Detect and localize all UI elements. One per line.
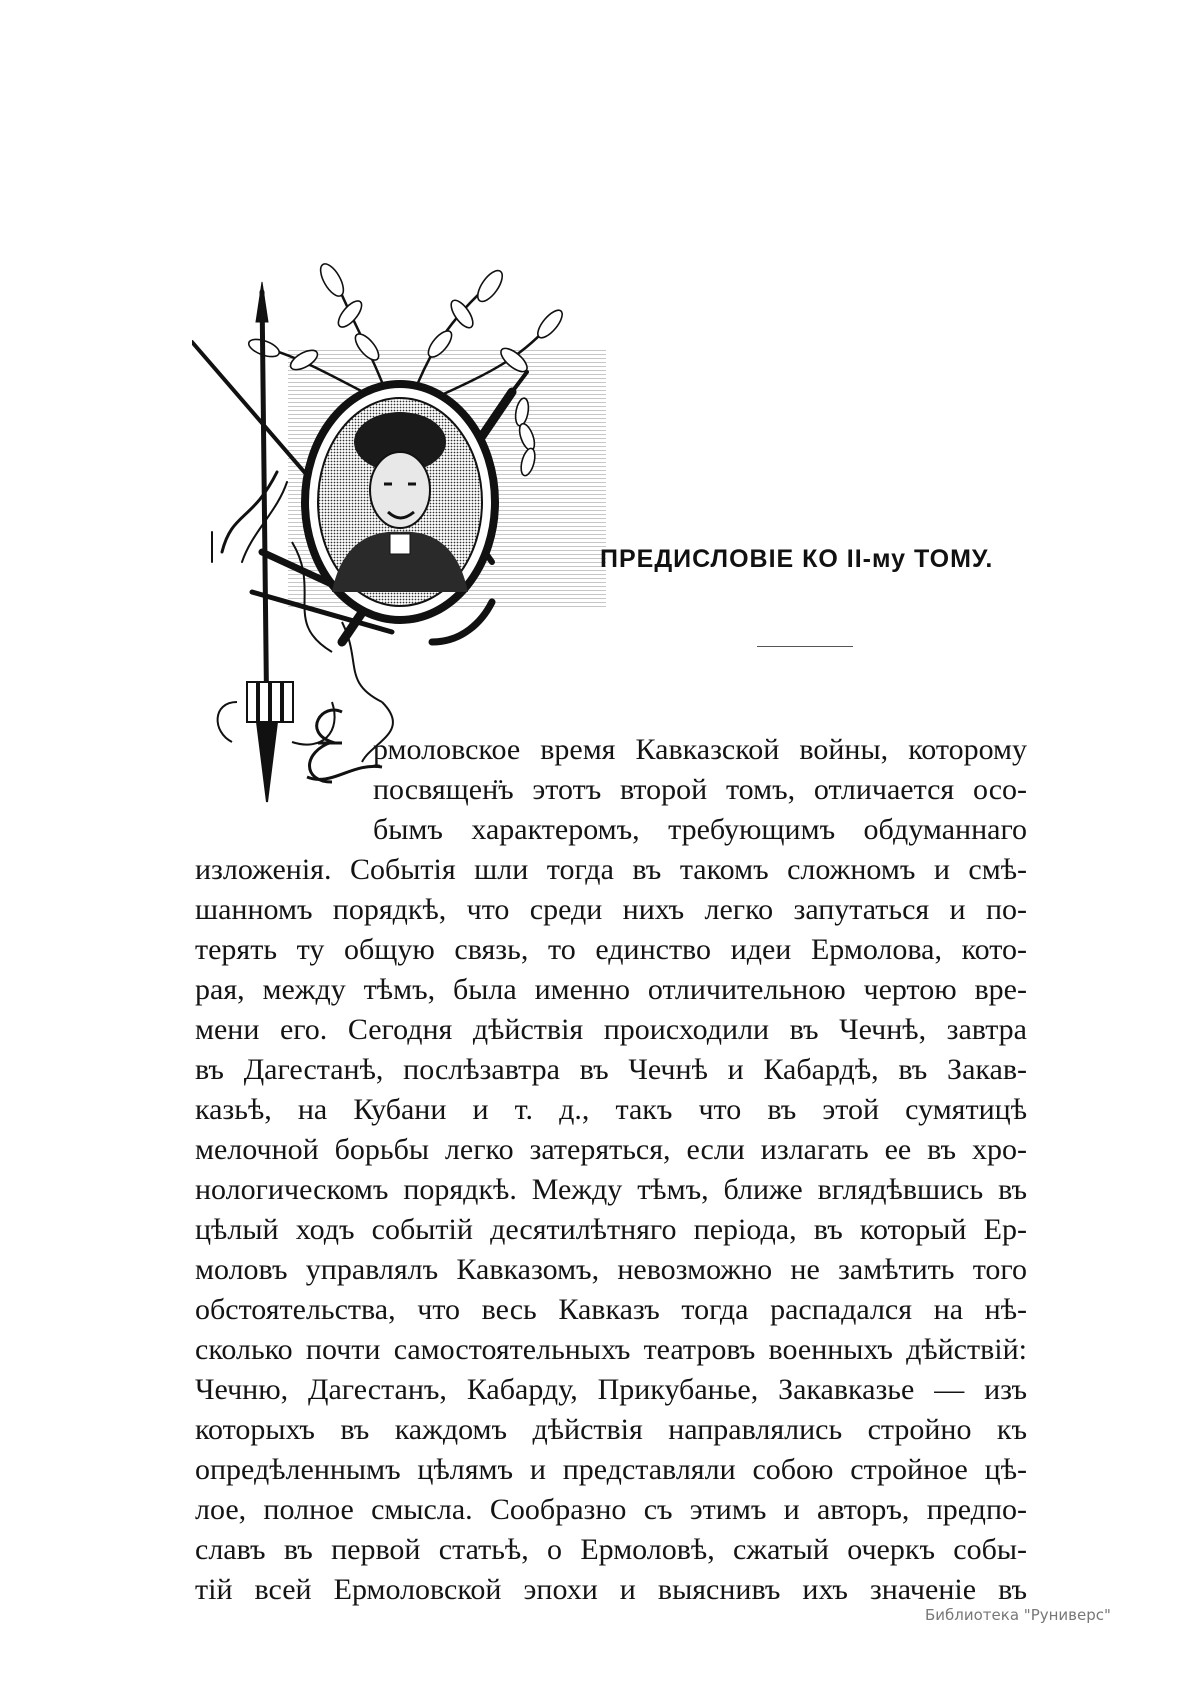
text-line: казьѣ, на Кубани и т. д., такъ что въ этой сумятицѣ	[195, 1093, 1027, 1126]
chapter-heading: ПРЕДИСЛОВІЕ КО II-му ТОМУ.	[600, 545, 994, 573]
text-line: моловъ управлялъ Кавказомъ, невозможно не замѣтить того	[195, 1253, 1027, 1286]
text-line: цѣлый ходъ событій десятилѣтняго періода, въ который Ер-	[195, 1213, 1027, 1246]
text-line: опредѣленнымъ цѣлямъ и представляли собою стройное цѣ-	[195, 1453, 1027, 1486]
text-line: рая, между тѣмъ, была именно отличительною чертою вре-	[195, 973, 1027, 1006]
text-line: шанномъ порядкѣ, что среди нихъ легко запутаться и по-	[195, 893, 1027, 926]
text-line: которыхъ въ каждомъ дѣйствія направлялись стройно къ	[195, 1413, 1027, 1446]
text-line: бымъ характеромъ, требующимъ обдуманнаго	[373, 813, 1027, 846]
text-line: нологическомъ порядкѣ. Между тѣмъ, ближе вглядѣвшись въ	[195, 1173, 1027, 1206]
text-line: тій всей Ермоловской эпохи и выяснивъ ихъ значеніе въ	[195, 1573, 1027, 1606]
text-line: сколько почти самостоятельныхъ театровъ военныхъ дѣйствій:	[195, 1333, 1027, 1366]
text-line: въ Дагестанѣ, послѣзавтра въ Чечнѣ и Кабардѣ, въ Закав-	[195, 1053, 1027, 1086]
text-line: Чечню, Дагестанъ, Кабарду, Прикубанье, Закавказье — изъ	[195, 1373, 1027, 1406]
text-line: терять ту общую связь, то единство идеи Ермолова, кото-	[195, 933, 1027, 966]
text-line: изложенія. Событія шли тогда въ такомъ сложномъ и смѣ-	[195, 853, 1027, 886]
library-watermark: Библиотека "Руниверс"	[925, 1606, 1111, 1624]
text-line: посвящен̈ъ этотъ второй томъ, отличается осо-	[373, 773, 1027, 806]
text-line: рмоловское время Кавказской войны, которому	[373, 733, 1027, 766]
text-line: лое, полное смысла. Сообразно съ этимъ и авторъ, предпо-	[195, 1493, 1027, 1526]
body-text	[195, 730, 1027, 1610]
text-line: мени его. Сегодня дѣйствія происходили въ Чечнѣ, завтра	[195, 1013, 1027, 1046]
portrait-medallion	[305, 384, 495, 620]
text-line: обстоятельства, что весь Кавказъ тогда распадался на нѣ-	[195, 1293, 1027, 1326]
text-line: мелочной борьбы легко затеряться, если излагать ее въ хро-	[195, 1133, 1027, 1166]
heading-rule	[757, 646, 853, 647]
text-line: славъ въ первой статьѣ, о Ермоловѣ, сжатый очеркъ собы-	[195, 1533, 1027, 1566]
